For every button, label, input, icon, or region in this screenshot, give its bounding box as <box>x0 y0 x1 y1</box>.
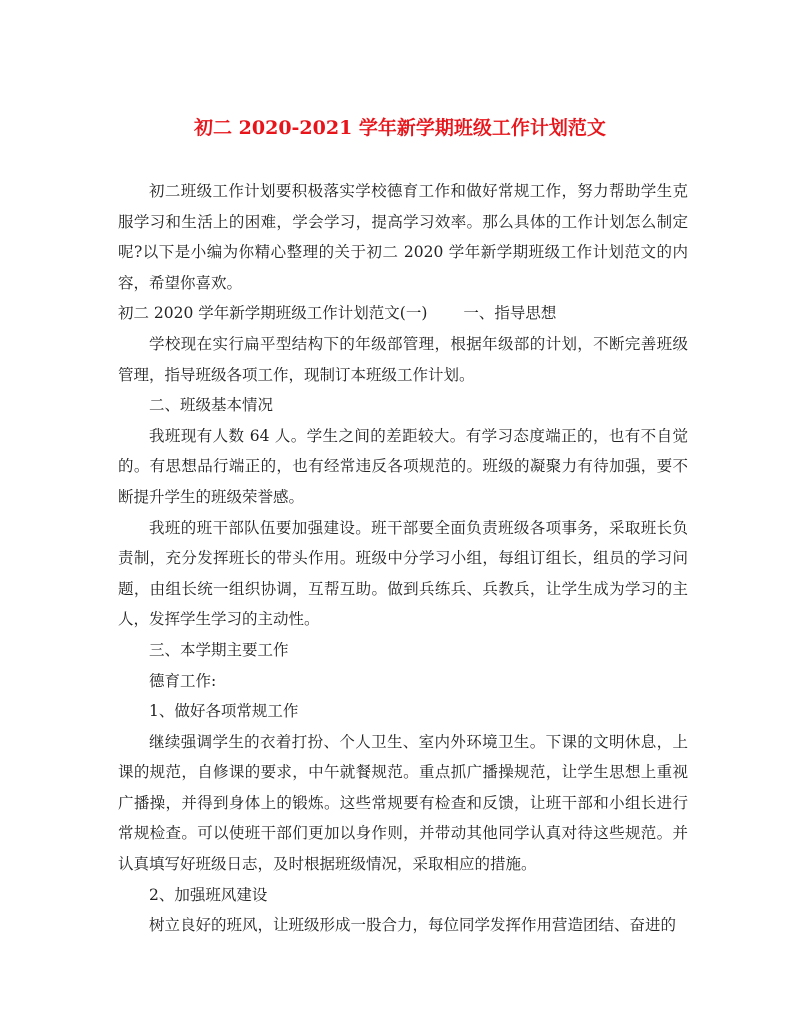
class-situation-paragraph-1: 我班现有人数 64 人。学生之间的差距较大。有学习态度端正的，也有不自觉的。有思想品行端正的，也有经常违反各项规范的。班级的凝聚力有待加强，要不断提升学生的班级荣誉感。 <box>118 426 688 506</box>
document-title: 初二 2020-2021 学年新学期班级工作计划范文 <box>194 117 606 139</box>
section-heading-class-situation: 二、班级基本情况 <box>149 396 274 415</box>
routine-work-paragraph: 继续强调学生的衣着打扮、个人卫生、室内外环境卫生。下课的文明休息，上课的规范，自修课的要求，中午就餐规范。重点抓广播操规范，让学生思想上重视广播操，并得到身体上的锻炼。这些常规要有检查和反馈，让班干部和小组长进行常规检查。可以使班干部们更加以身作则，并带动其他同学认真对待这些规范。并认真填写好班级日志，及时根据班级情况，采取相应的措施。 <box>118 732 688 874</box>
intro-paragraph: 初二班级工作计划要积极落实学校德育工作和做好常规工作，努力帮助学生克服学习和生活上的困难，学会学习，提高学习效率。那么具体的工作计划怎么制定呢?以下是小编为你精心整理的关于初二 2020 学年新学期班级工作计划范文的内容，希望你喜欢。 <box>118 182 688 292</box>
subtitle-line <box>118 298 688 329</box>
item-heading-class-spirit: 2、加强班风建设 <box>149 885 268 904</box>
class-situation-paragraph-2: 我班的班干部队伍要加强建设。班干部要全面负责班级各项事务，采取班长负责制，充分发挥班长的带头作用。班级中分学习小组，每组订组长，组员的学习问题，由组长统一组织协调，互帮互助。做到兵练兵、兵教兵，让学生成为学习的主人，发挥学生学习的主动性。 <box>118 518 688 629</box>
section-heading-guiding-thought: 一、指导思想 <box>463 304 557 323</box>
guiding-thought-paragraph: 学校现在实行扁平型结构下的年级部管理，根据年级部的计划，不断完善班级管理，指导班级各项工作，现制订本班级工作计划。 <box>118 334 688 384</box>
moral-education-label: 德育工作: <box>149 671 217 690</box>
document-body <box>118 176 688 941</box>
item-heading-routine-work: 1、做好各项常规工作 <box>149 702 299 721</box>
plan-subtitle: 初二 2020 学年新学期班级工作计划范文(一) <box>118 304 428 323</box>
section-heading-main-work: 三、本学期主要工作 <box>149 640 289 659</box>
class-spirit-paragraph: 树立良好的班风，让班级形成一股合力，每位同学发挥作用营造团结、奋进的 <box>149 916 677 935</box>
